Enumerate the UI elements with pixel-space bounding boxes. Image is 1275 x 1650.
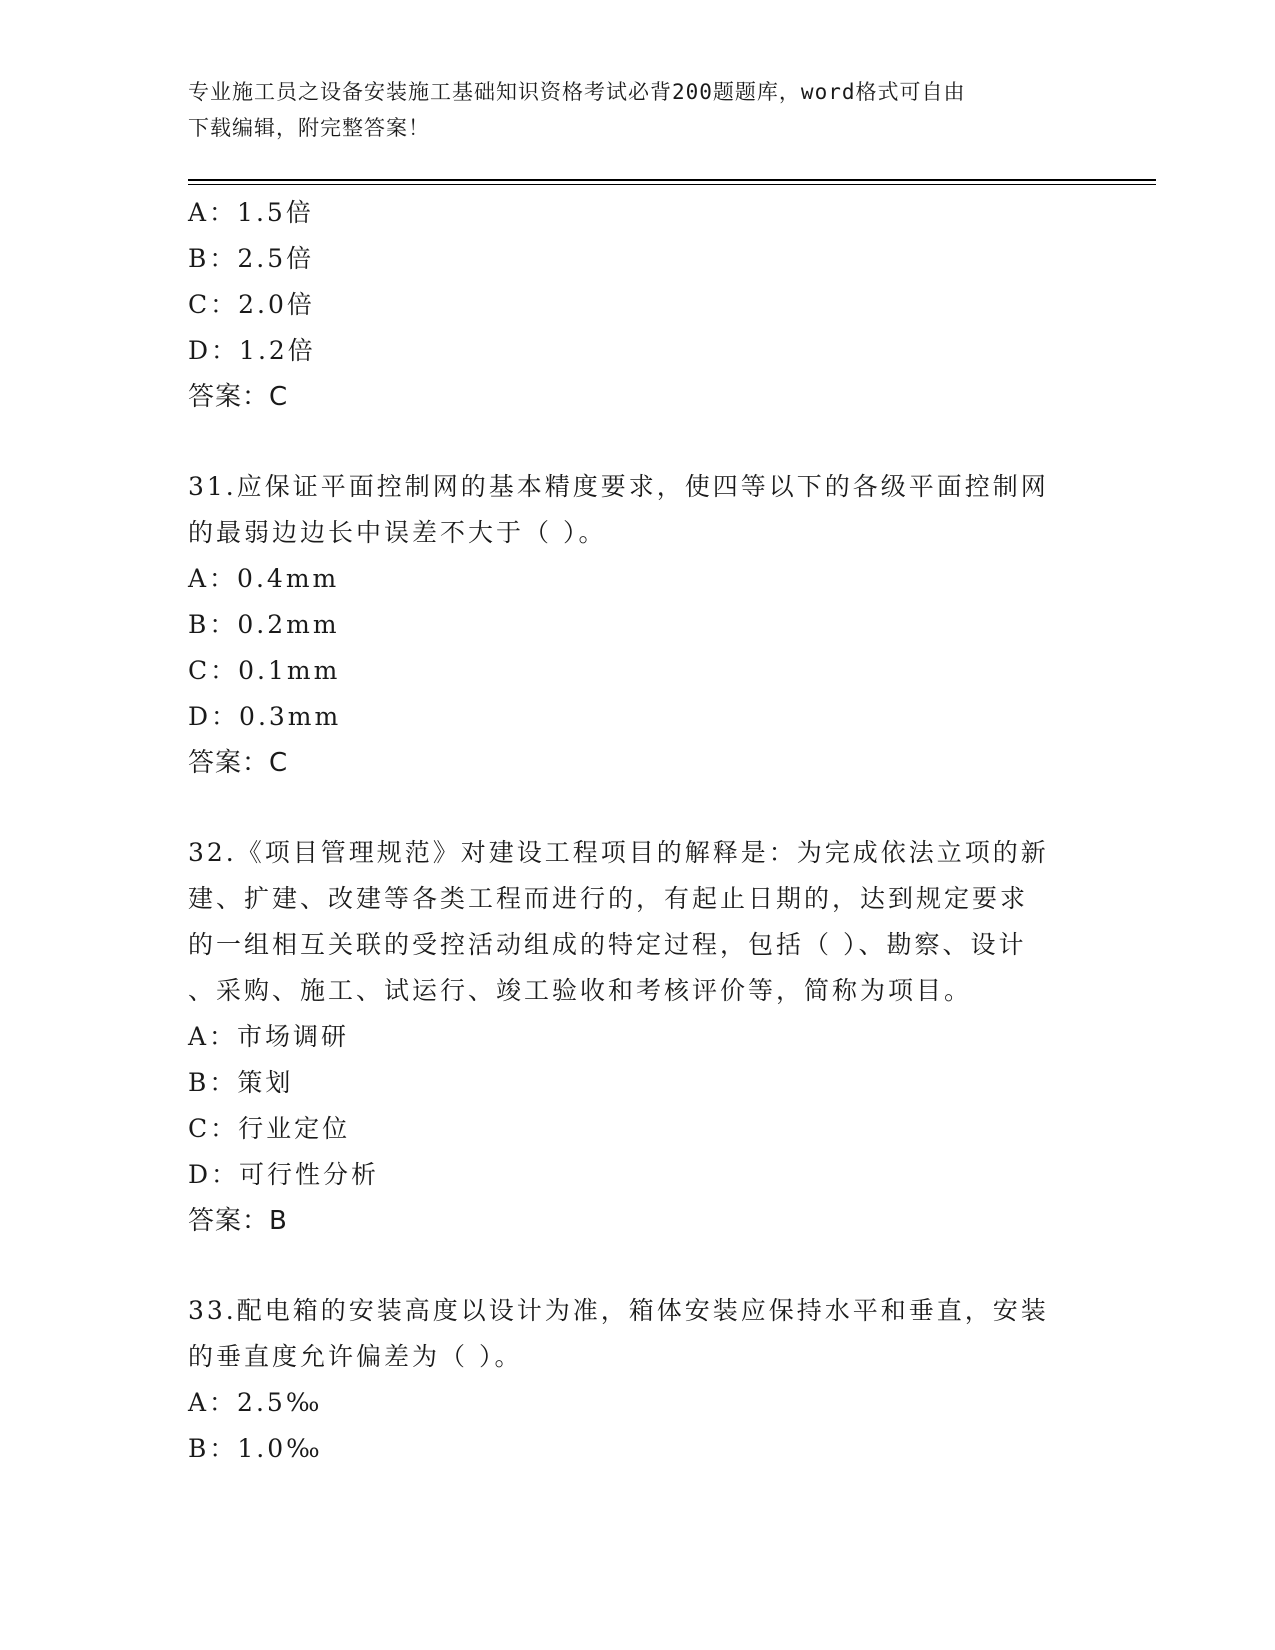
option-c: C：行业定位	[188, 1114, 351, 1143]
option-a: A：市场调研	[188, 1022, 350, 1051]
stem-line: 、采购、施工、试运行、竣工验收和考核评价等，简称为项目。	[188, 976, 973, 1005]
option-a: A：2.5‰	[188, 1388, 323, 1417]
document-header	[188, 74, 1068, 146]
stem-line: 31.应保证平面控制网的基本精度要求，使四等以下的各级平面控制网	[188, 472, 1049, 501]
stem-line: 32.《项目管理规范》对建设工程项目的解释是：为完成依法立项的新	[188, 838, 1049, 867]
option-b: B：2.5倍	[188, 244, 315, 273]
option-b: B：1.0‰	[188, 1434, 323, 1463]
stem-line: 建、扩建、改建等各类工程而进行的，有起止日期的，达到规定要求	[188, 884, 1029, 913]
option-d: D：可行性分析	[188, 1160, 380, 1189]
question-32	[188, 830, 1088, 1244]
stem-line: 的最弱边边长中误差不大于（ ）。	[188, 518, 607, 547]
question-stem	[188, 1288, 1088, 1380]
question-30	[188, 190, 1088, 420]
option-d: D：1.2倍	[188, 336, 316, 365]
header-line-2: 下载编辑，附完整答案！	[188, 116, 430, 140]
question-31	[188, 464, 1088, 786]
option-a: A：1.5倍	[188, 198, 314, 227]
question-list	[188, 190, 1088, 1472]
header-rule-thick	[188, 179, 1156, 181]
answer: 答案：C	[188, 382, 289, 412]
option-b: B：0.2mm	[188, 610, 340, 639]
header-rule-thin	[188, 184, 1156, 185]
question-stem	[188, 830, 1088, 1014]
stem-line: 的垂直度允许偏差为（ ）。	[188, 1342, 523, 1371]
answer: 答案：C	[188, 748, 289, 778]
option-c: C：0.1mm	[188, 656, 341, 685]
question-stem	[188, 464, 1088, 556]
option-d: D：0.3mm	[188, 702, 342, 731]
header-line-1: 专业施工员之设备安装施工基础知识资格考试必背200题题库，word格式可自由	[188, 80, 966, 104]
question-33	[188, 1288, 1088, 1472]
option-b: B：策划	[188, 1068, 294, 1097]
stem-line: 33.配电箱的安装高度以设计为准，箱体安装应保持水平和垂直，安装	[188, 1296, 1049, 1325]
stem-line: 的一组相互关联的受控活动组成的特定过程，包括（ ）、勘察、设计	[188, 930, 1027, 959]
option-a: A：0.4mm	[188, 564, 340, 593]
answer: 答案：B	[188, 1206, 288, 1236]
option-c: C：2.0倍	[188, 290, 315, 319]
